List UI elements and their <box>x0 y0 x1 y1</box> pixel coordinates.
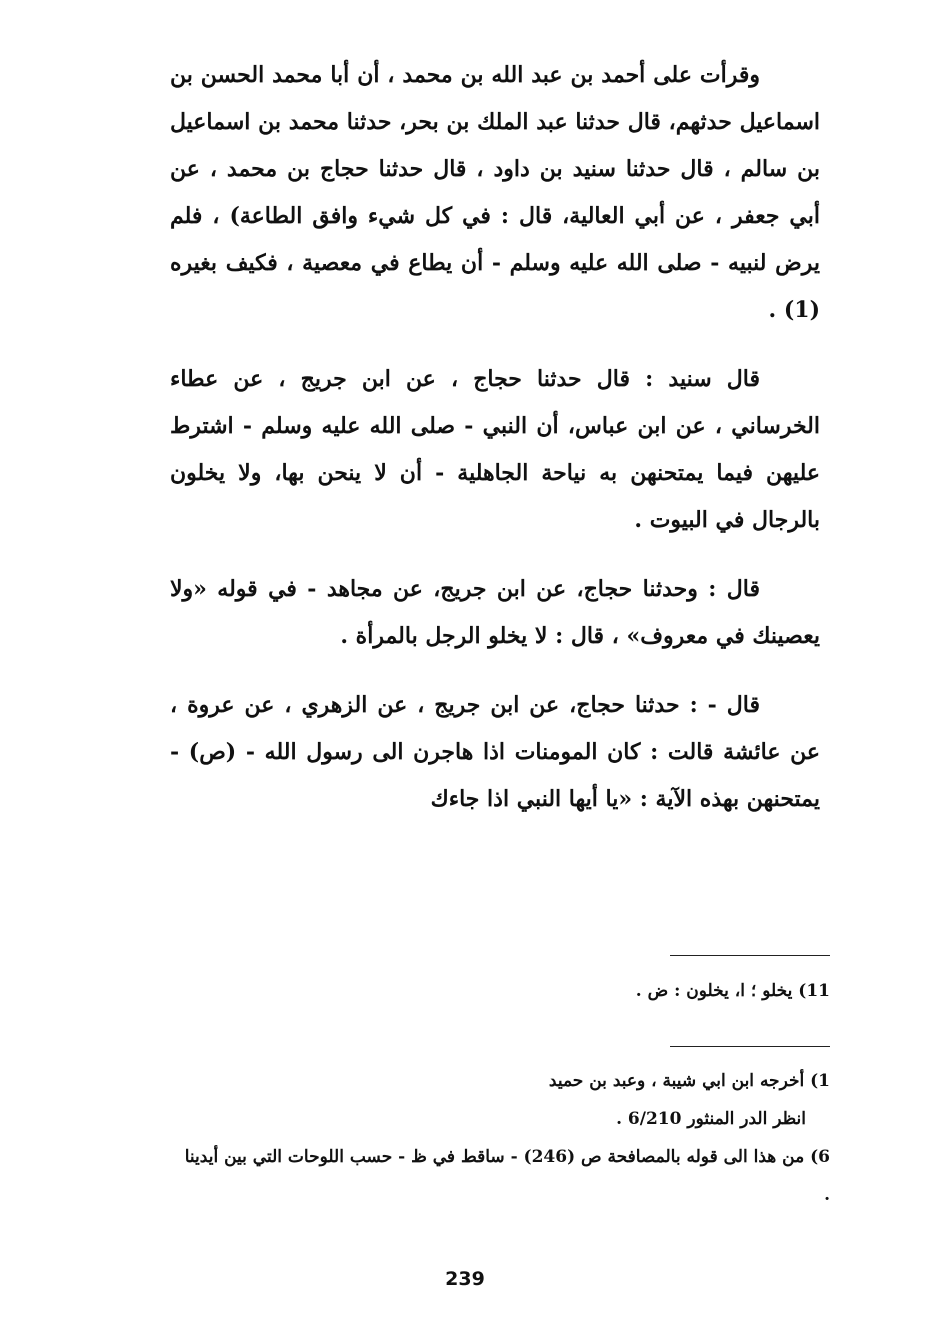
paragraph-1: وقرأت على أحمد بن عبد الله بن محمد ، أن أبا محمد الحسن بن اسماعيل حدثهم، قال حدثنا عبد الملك بن بحر، حدثنا محمد بن اسماعيل بن سالم ، قال حدثنا سنيد بن داود ، قال حدثنا حجاج بن محمد ، عن أبي جعفر ، عن أبي العالية، قال : في كل شيء وافق الطاعة) ، فلم يرض لنبيه - صلى الله عليه وسلم - أن يطاع في معصية ، فكيف بغيره (1) . <box>170 62 820 323</box>
footnote: 11) يخلو ؛ ا، يخلون : ض . <box>635 981 830 1001</box>
main-text <box>170 52 820 845</box>
footnote-divider-2 <box>670 1046 830 1047</box>
footnotes-group-2 <box>180 1062 830 1214</box>
page-number: 239 <box>445 1268 485 1290</box>
footnote: 1) أخرجه ابن ابي شيبة ، وعبد بن حميد <box>548 1071 830 1091</box>
footnote: انظر الدر المنثور 6/210 . <box>616 1109 806 1129</box>
paragraph-4: قال - : حدثنا حجاج، عن ابن جريج ، عن الزهري ، عن عروة ، عن عائشة قالت : كان المومنات اذا هاجرن الى رسول الله - (ص) - يمتحنهن بهذه الآية : «يا أيها النبي اذا جاءك <box>170 692 820 812</box>
footnote: 6) من هذا الى قوله بالمصافحة ص (246) - ساقط في ظ - حسب اللوحات التي بين أيدينا . <box>184 1147 830 1205</box>
footnote-divider-1 <box>670 955 830 956</box>
footnotes-group-1 <box>180 972 830 1010</box>
paragraph-3: قال : وحدثنا حجاج، عن ابن جريج، عن مجاهد - في قوله «ولا يعصينك في معروف» ، قال : لا يخلو الرجل بالمرأة . <box>170 576 820 649</box>
paragraph-2: قال سنيد : قال حدثنا حجاج ، عن ابن جريج ، عن عطاء الخرساني ، عن ابن عباس، أن النبي - صلى الله عليه وسلم - اشترط عليهن فيما يمتحنهن به نياحة الجاهلية - أن لا ينحن بها، ولا يخلون بالرجال في البيوت . <box>170 366 820 533</box>
